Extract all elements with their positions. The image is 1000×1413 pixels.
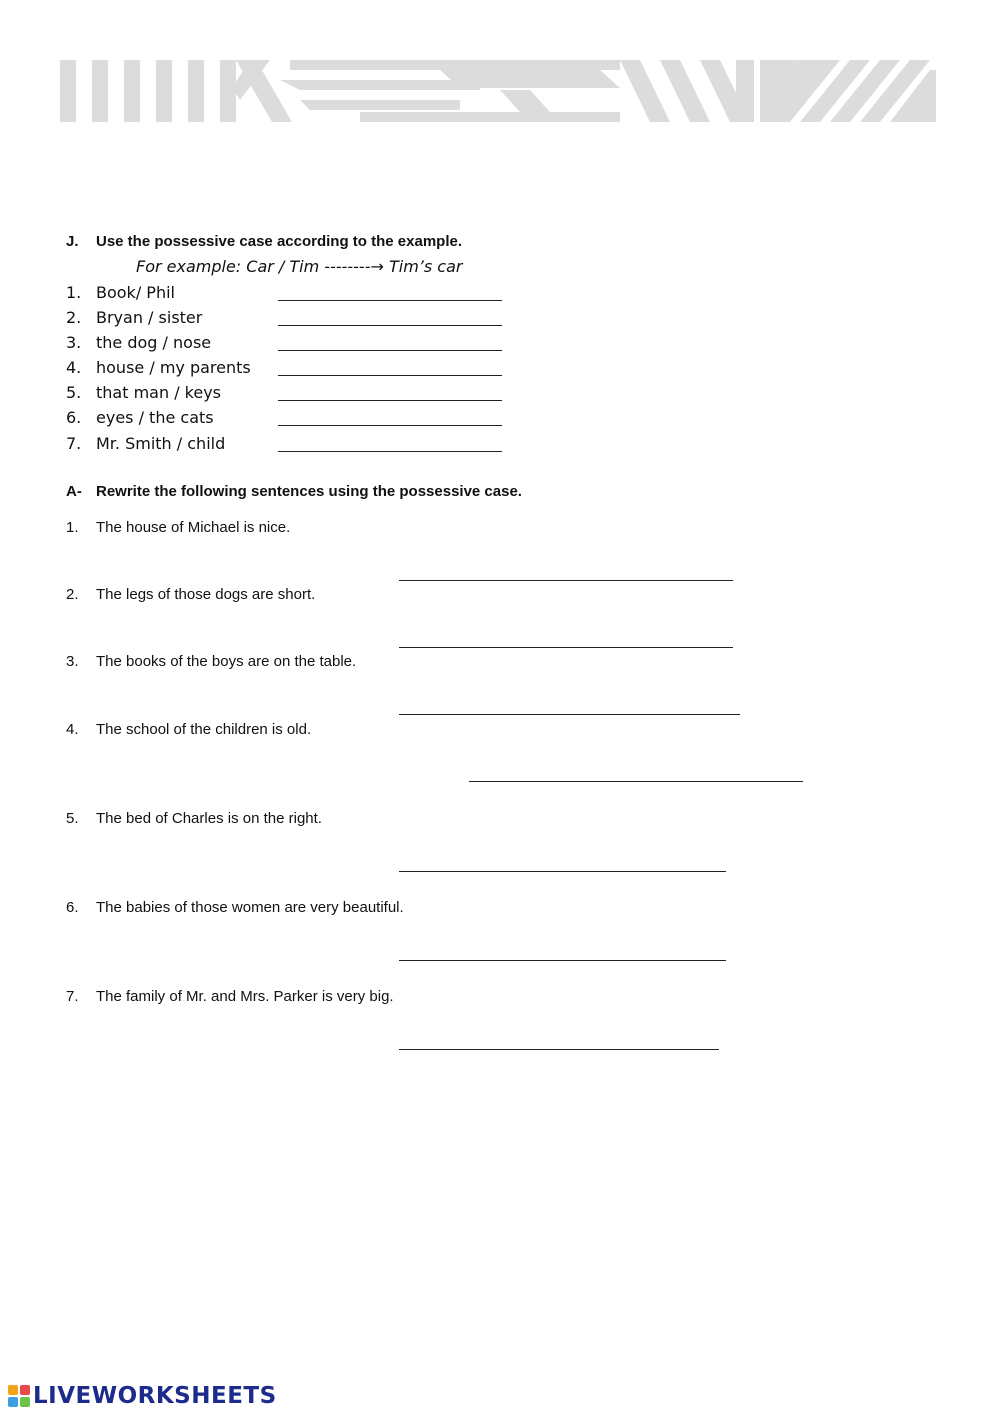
j-item-4-number: 4.: [66, 358, 82, 377]
j-item-6-answer-blank[interactable]: [278, 425, 502, 426]
section-j-letter: J.: [66, 233, 79, 250]
header-banner-graphic: [60, 60, 936, 122]
liveworksheets-logo-text: LIVEWORKSHEETS: [33, 1383, 277, 1409]
j-item-6-text: eyes / the cats: [96, 408, 214, 427]
j-item-4-answer-blank[interactable]: [278, 375, 502, 376]
a-item-3-answer-line[interactable]: [399, 714, 740, 715]
j-item-1-answer-blank[interactable]: [278, 300, 502, 301]
a-item-6-text: The babies of those women are very beautiful.: [96, 899, 404, 916]
a-item-7-text: The family of Mr. and Mrs. Parker is very big.: [96, 988, 394, 1005]
a-item-6-number: 6.: [66, 899, 79, 916]
a-item-7-number: 7.: [66, 988, 79, 1005]
j-item-3-text: the dog / nose: [96, 333, 212, 352]
section-a-letter: A-: [66, 483, 82, 500]
j-item-5-text: that man / keys: [96, 383, 222, 402]
a-item-1-answer-line[interactable]: [399, 580, 733, 581]
a-item-2-answer-line[interactable]: [399, 647, 733, 648]
a-item-5-answer-line[interactable]: [399, 871, 726, 872]
a-item-4-number: 4.: [66, 721, 79, 738]
j-item-5-answer-blank[interactable]: [278, 400, 502, 401]
j-item-7-number: 7.: [66, 434, 82, 453]
a-item-3-number: 3.: [66, 653, 79, 670]
j-item-3-answer-blank[interactable]: [278, 350, 502, 351]
liveworksheets-logo[interactable]: [8, 1383, 277, 1409]
section-j-title: Use the possessive case according to the example.: [96, 233, 462, 250]
j-item-2-text: Bryan / sister: [96, 308, 203, 327]
a-item-1-number: 1.: [66, 519, 79, 536]
a-item-2-text: The legs of those dogs are short.: [96, 586, 316, 603]
a-item-6-answer-line[interactable]: [399, 960, 726, 961]
liveworksheets-logo-icon: [8, 1385, 30, 1407]
a-item-5-number: 5.: [66, 810, 79, 827]
a-item-3-text: The books of the boys are on the table.: [96, 653, 357, 670]
a-item-4-text: The school of the children is old.: [96, 721, 312, 738]
section-j-example: For example: Car / Tim --------→ Tim’s car: [136, 257, 463, 276]
j-item-2-number: 2.: [66, 308, 82, 327]
a-item-4-answer-line[interactable]: [469, 781, 803, 782]
a-item-5-text: The bed of Charles is on the right.: [96, 810, 322, 827]
j-item-3-number: 3.: [66, 333, 82, 352]
section-a-title: Rewrite the following sentences using the possessive case.: [96, 483, 522, 500]
j-item-1-text: Book/ Phil: [96, 283, 175, 302]
a-item-7-answer-line[interactable]: [399, 1049, 719, 1050]
j-item-6-number: 6.: [66, 408, 82, 427]
j-item-2-answer-blank[interactable]: [278, 325, 502, 326]
j-item-1-number: 1.: [66, 283, 82, 302]
j-item-7-text: Mr. Smith / child: [96, 434, 226, 453]
a-item-2-number: 2.: [66, 586, 79, 603]
j-item-4-text: house / my parents: [96, 358, 251, 377]
j-item-5-number: 5.: [66, 383, 82, 402]
a-item-1-text: The house of Michael is nice.: [96, 519, 291, 536]
j-item-7-answer-blank[interactable]: [278, 451, 502, 452]
